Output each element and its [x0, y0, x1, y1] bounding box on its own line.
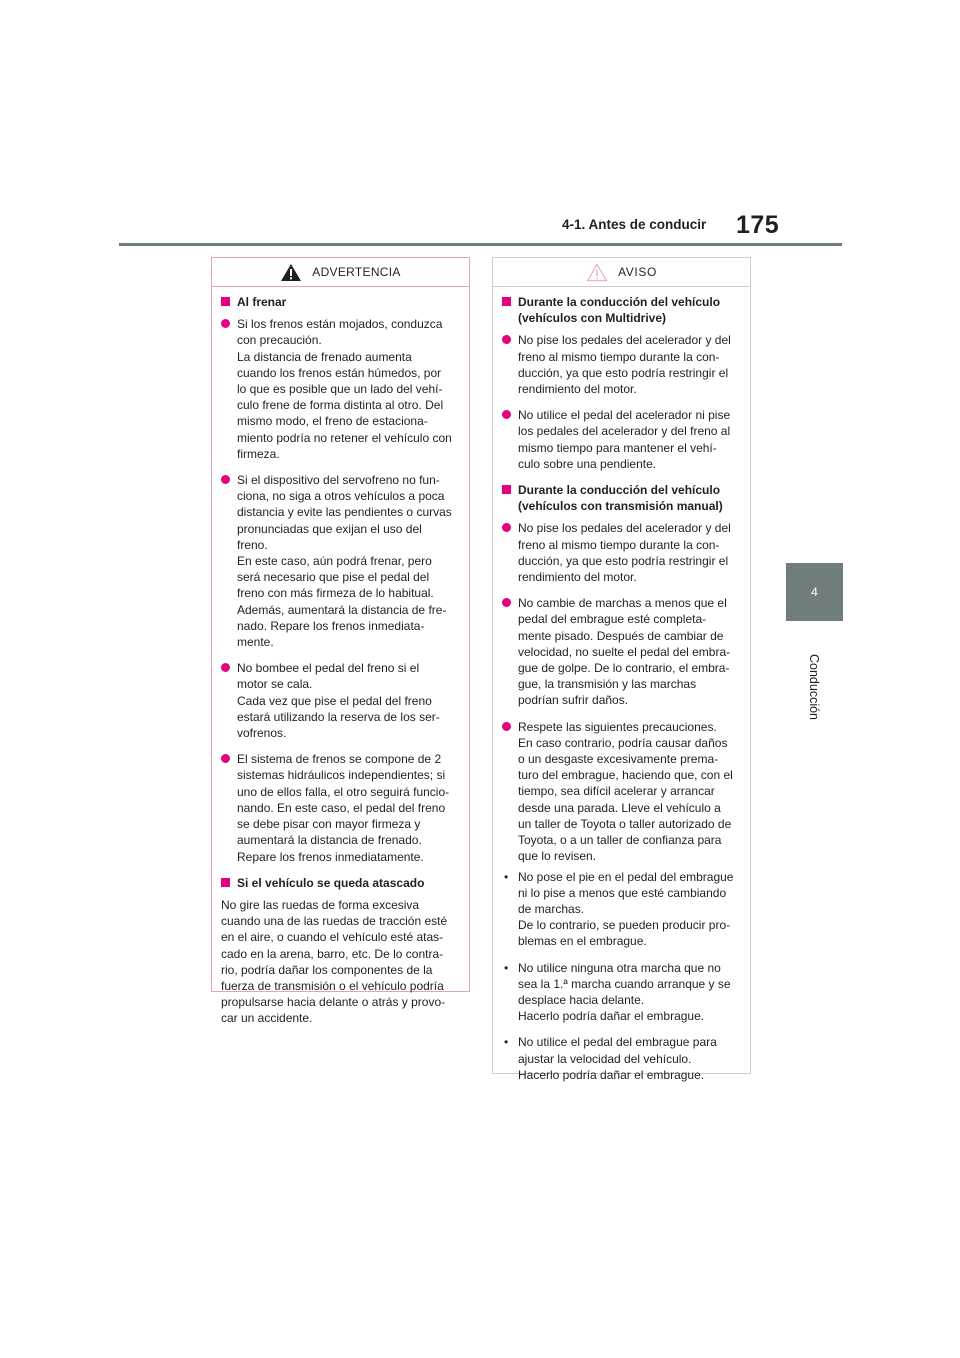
warning-triangle-icon	[280, 263, 302, 282]
text-line: velocidad, no suelte el pedal del embra-	[518, 644, 731, 659]
text-line: los pedales del acelerador y del freno al	[518, 424, 731, 439]
bullet-dot-icon	[221, 475, 230, 484]
text-line: de marchas.	[518, 901, 585, 916]
text-line: un taller de Toyota o taller autorizado de	[518, 816, 732, 831]
chapter-tab-label-text: Conducción	[807, 653, 822, 721]
text-line: mismo tiempo para mantener el vehí-	[518, 440, 717, 455]
notice-box-title: AVISO	[618, 265, 657, 279]
text-line: cuando una de las ruedas de tracción esté	[221, 914, 448, 929]
section-heading	[502, 294, 741, 326]
bullet-dot-icon	[502, 523, 511, 532]
sub-bullet-item	[502, 1034, 741, 1083]
notice-triangle-icon	[586, 263, 608, 282]
text-line: mente pisado. Después de cambiar de	[518, 628, 724, 643]
sub-bullet-marker: •	[504, 869, 509, 884]
text-line: miento podría no retener el vehículo con	[237, 430, 452, 445]
text-line: mismo modo, el freno de estaciona-	[237, 414, 428, 429]
text-line: Hacerlo podría dañar el embrague.	[518, 1009, 705, 1024]
text-line: firmeza.	[237, 446, 280, 461]
bullet-item	[502, 719, 741, 865]
text-line: No utilice el pedal del acelerador ni pise	[518, 408, 731, 423]
bullet-item	[221, 660, 460, 741]
text-line: gue, la transmisión y las marchas	[518, 677, 697, 692]
text-line: con precaución.	[237, 333, 322, 348]
text-line: nado. Repare los frenos inmediata-	[237, 618, 425, 633]
bullet-item	[502, 407, 741, 472]
text-line: No utilice ninguna otra marcha que no	[518, 960, 721, 975]
text-line: sea la 1.ª marcha cuando arranque y se	[518, 976, 731, 991]
text-line: Además, aumentará la distancia de fre-	[237, 602, 447, 617]
warning-box-body	[212, 287, 469, 1027]
text-line: Respete las siguientes precauciones.	[518, 719, 717, 734]
section-heading	[221, 875, 460, 891]
text-line: fuerza de transmisión o el vehículo podría	[221, 978, 444, 993]
text-line: mente.	[237, 635, 274, 650]
text-line: podrían sufrir daños.	[518, 693, 629, 708]
text-line: rio, podría dañar los componentes de la	[221, 962, 433, 977]
text-line: uno de ellos falla, el otro seguirá funcio-	[237, 784, 450, 799]
text-line: rendimiento del motor.	[518, 570, 637, 585]
text-line: lo que es posible que un lado del vehí-	[237, 382, 443, 397]
text-line: Durante la conducción del vehículo	[518, 295, 721, 309]
text-line: blemas en el embrague.	[518, 934, 647, 949]
text-line: freno con más firmeza de lo habitual.	[237, 586, 434, 601]
notice-box-body	[493, 287, 750, 1083]
notice-box-header	[493, 258, 750, 287]
notice-box	[492, 257, 751, 1082]
text-line: será necesario que pise el pedal del	[237, 570, 430, 585]
section-square-icon	[502, 485, 511, 494]
warning-box-title: ADVERTENCIA	[312, 265, 401, 279]
text-line: sistemas hidráulicos independientes; si	[237, 768, 446, 783]
warning-box-header	[212, 258, 469, 287]
text-line: En este caso, aún podrá frenar, pero	[237, 554, 432, 569]
text-line: Cada vez que pise el pedal del freno	[237, 693, 432, 708]
text-line: o un desgaste excesivamente prema-	[518, 752, 719, 767]
chapter-tab-label	[784, 632, 844, 742]
bullet-dot-icon	[502, 335, 511, 344]
text-line: distancia y evite las pendientes o curvas	[237, 505, 452, 520]
text-line: No pose el pie en el pedal del embrague	[518, 869, 734, 884]
text-line: (vehículos con transmisión manual)	[518, 499, 723, 514]
text-line: cado en la arena, barro, etc. De lo contra-	[221, 946, 444, 961]
text-line: propulsarse hacia delante o atrás y provo-	[221, 995, 446, 1010]
text-line: pedal del embrague esté completa-	[518, 612, 707, 627]
chapter-tab-number: 4	[786, 563, 843, 621]
text-line: Al frenar	[237, 295, 287, 309]
text-line: Durante la conducción del vehículo	[518, 483, 721, 498]
bullet-dot-icon	[502, 410, 511, 419]
text-line: que lo revisen.	[518, 849, 597, 864]
sub-bullet-marker: •	[504, 960, 509, 975]
text-line: ducción, ya que esto podría restringir el	[518, 553, 729, 568]
text-line: No pise los pedales del acelerador y del	[518, 521, 731, 536]
text-line: De lo contrario, se pueden producir pro-	[518, 918, 731, 933]
section-square-icon	[221, 878, 230, 887]
text-line: freno al mismo tiempo durante la con-	[518, 349, 720, 364]
text-line: No utilice el pedal del embrague para	[518, 1035, 717, 1050]
text-line: tiempo, sea difícil acelerar y arrancar	[518, 784, 715, 799]
sub-bullet-item	[502, 960, 741, 1025]
text-line: Si el vehículo se queda atascado	[237, 875, 425, 890]
page-number: 175	[736, 211, 780, 239]
section-heading	[221, 294, 460, 310]
text-line: car un accidente.	[221, 1011, 313, 1026]
text-line: Hacerlo podría dañar el embrague.	[518, 1067, 705, 1082]
text-line: No cambie de marchas a menos que el	[518, 596, 727, 611]
bullet-dot-icon	[221, 663, 230, 672]
text-line: freno.	[237, 537, 268, 552]
text-line: culo sobre una pendiente.	[518, 456, 657, 471]
text-line: El sistema de frenos se compone de 2	[237, 752, 442, 767]
bullet-dot-icon	[502, 722, 511, 731]
text-line: se debe pisar con mayor firmeza y	[237, 817, 421, 832]
text-line: ajustar la velocidad del vehículo.	[518, 1051, 692, 1066]
text-line: aumentará la distancia de frenado.	[237, 833, 422, 848]
text-line: estará utilizando la reserva de los ser-	[237, 709, 440, 724]
text-line: ducción, ya que esto podría restringir el	[518, 365, 729, 380]
text-line: No bombee el pedal del freno si el	[237, 661, 420, 676]
header-divider	[119, 243, 842, 246]
text-line: vofrenos.	[237, 726, 287, 741]
text-line: culo frene de forma distinta al otro. Del	[237, 398, 444, 413]
text-line: turo del embrague, haciendo que, con el	[518, 768, 733, 783]
bullet-item	[502, 520, 741, 585]
text-line: Repare los frenos inmediatamente.	[237, 849, 424, 864]
bullet-item	[221, 472, 460, 650]
bullet-item	[221, 316, 460, 462]
text-line: No pise los pedales del acelerador y del	[518, 333, 731, 348]
text-line: La distancia de frenado aumenta	[237, 349, 412, 364]
text-line: Toyota, o a un taller de confianza para	[518, 833, 722, 848]
bullet-item	[502, 595, 741, 708]
text-line: ciona, no siga a otros vehículos a poca	[237, 489, 445, 504]
section-title: 4-1. Antes de conducir	[562, 217, 707, 232]
bullet-item	[221, 751, 460, 864]
bullet-item	[502, 332, 741, 397]
paragraph	[221, 897, 460, 1027]
text-line: gue de golpe. De lo contrario, el embra-	[518, 661, 730, 676]
text-line: desde una parada. Lleve el vehículo a	[518, 800, 721, 815]
warning-box	[211, 257, 470, 1026]
text-line: motor se cala.	[237, 677, 313, 692]
section-heading	[502, 482, 741, 514]
text-line: ni lo pise a menos que esté cambiando	[518, 885, 727, 900]
text-line: pronunciadas que exijan el uso del	[237, 521, 422, 536]
text-line: Si el dispositivo del servofreno no fun-	[237, 473, 440, 488]
bullet-dot-icon	[502, 598, 511, 607]
text-line: (vehículos con Multidrive)	[518, 311, 667, 326]
text-line: nando. En este caso, el pedal del freno	[237, 800, 446, 815]
sub-bullet-item	[502, 869, 741, 950]
bullet-dot-icon	[221, 754, 230, 763]
text-line: No gire las ruedas de forma excesiva	[221, 897, 420, 912]
text-line: En caso contrario, podría causar daños	[518, 735, 728, 750]
text-line: freno al mismo tiempo durante la con-	[518, 537, 720, 552]
section-square-icon	[221, 297, 230, 306]
text-line: en el aire, o cuando el vehículo esté atas-	[221, 930, 444, 945]
text-line: desplace hacia delante.	[518, 992, 645, 1007]
text-line: Si los frenos están mojados, conduzca	[237, 317, 443, 332]
sub-bullet-marker: •	[504, 1035, 509, 1050]
text-line: rendimiento del motor.	[518, 382, 637, 397]
section-square-icon	[502, 297, 511, 306]
text-line: cuando los frenos están húmedos, por	[237, 365, 442, 380]
bullet-dot-icon	[221, 319, 230, 328]
